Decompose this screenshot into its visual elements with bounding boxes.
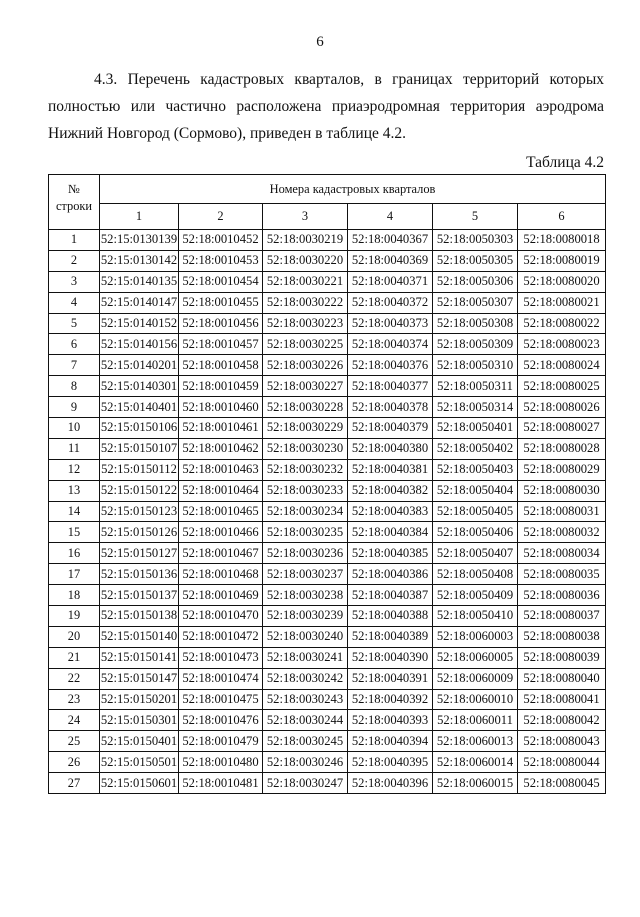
- cadastral-number-cell: 52:18:0010475: [179, 689, 263, 710]
- cadastral-number-cell: 52:18:0030234: [263, 501, 348, 522]
- cadastral-number-cell: 52:18:0010470: [179, 606, 263, 627]
- cadastral-number-cell: 52:18:0050408: [433, 564, 518, 585]
- cadastral-number-cell: 52:18:0080022: [518, 313, 606, 334]
- cadastral-number-cell: 52:18:0030233: [263, 480, 348, 501]
- cadastral-number-cell: 52:18:0080027: [518, 418, 606, 439]
- cadastral-number-cell: 52:18:0010458: [179, 355, 263, 376]
- cadastral-number-cell: 52:18:0040376: [348, 355, 433, 376]
- row-number: 21: [49, 647, 100, 668]
- cadastral-number-cell: 52:18:0050307: [433, 292, 518, 313]
- cadastral-number-cell: 52:18:0080041: [518, 689, 606, 710]
- cadastral-number-cell: 52:18:0050310: [433, 355, 518, 376]
- cadastral-number-cell: 52:18:0030221: [263, 271, 348, 292]
- cadastral-number-cell: 52:18:0010461: [179, 418, 263, 439]
- cadastral-number-cell: 52:18:0050409: [433, 585, 518, 606]
- cadastral-number-cell: 52:18:0050406: [433, 522, 518, 543]
- cadastral-number-cell: 52:18:0040387: [348, 585, 433, 606]
- cadastral-number-cell: 52:18:0050314: [433, 397, 518, 418]
- cadastral-number-cell: 52:18:0030235: [263, 522, 348, 543]
- cadastral-number-cell: 52:18:0010455: [179, 292, 263, 313]
- cadastral-number-cell: 52:18:0040392: [348, 689, 433, 710]
- cadastral-number-cell: 52:18:0040395: [348, 752, 433, 773]
- cadastral-number-cell: 52:18:0010466: [179, 522, 263, 543]
- cadastral-number-cell: 52:18:0010468: [179, 564, 263, 585]
- cadastral-number-cell: 52:18:0080025: [518, 376, 606, 397]
- cadastral-number-cell: 52:18:0040379: [348, 418, 433, 439]
- cadastral-number-cell: 52:18:0080020: [518, 271, 606, 292]
- table-row: [49, 731, 606, 752]
- row-number: 7: [49, 355, 100, 376]
- cadastral-number-cell: 52:18:0080028: [518, 438, 606, 459]
- header-column-numbers: [49, 204, 606, 230]
- cadastral-number-cell: 52:18:0050405: [433, 501, 518, 522]
- cadastral-number-cell: 52:15:0150401: [100, 731, 179, 752]
- cadastral-number-cell: 52:15:0150127: [100, 543, 179, 564]
- row-number: 26: [49, 752, 100, 773]
- row-number: 27: [49, 773, 100, 794]
- cadastral-number-cell: 52:18:0010472: [179, 626, 263, 647]
- cadastral-number-cell: 52:18:0080042: [518, 710, 606, 731]
- table-row: [49, 668, 606, 689]
- row-number: 19: [49, 606, 100, 627]
- table-row: [49, 292, 606, 313]
- row-number: 11: [49, 438, 100, 459]
- intro-paragraph: [48, 66, 604, 147]
- table-row: [49, 438, 606, 459]
- cadastral-number-cell: 52:18:0080043: [518, 731, 606, 752]
- cadastral-number-cell: 52:15:0150138: [100, 606, 179, 627]
- cadastral-number-cell: 52:18:0010476: [179, 710, 263, 731]
- table-row: [49, 626, 606, 647]
- cadastral-number-cell: 52:18:0010457: [179, 334, 263, 355]
- column-number-1: 1: [100, 204, 179, 230]
- row-number: 22: [49, 668, 100, 689]
- cadastral-number-cell: 52:18:0030241: [263, 647, 348, 668]
- row-number: 3: [49, 271, 100, 292]
- cadastral-number-cell: 52:18:0040393: [348, 710, 433, 731]
- cadastral-number-cell: 52:18:0080026: [518, 397, 606, 418]
- row-number: 2: [49, 250, 100, 271]
- cadastral-number-cell: 52:18:0030247: [263, 773, 348, 794]
- cadastral-number-cell: 52:18:0080044: [518, 752, 606, 773]
- cadastral-number-cell: 52:18:0030219: [263, 230, 348, 251]
- table-row: [49, 334, 606, 355]
- cadastral-number-cell: 52:15:0150140: [100, 626, 179, 647]
- cadastral-number-cell: 52:18:0010479: [179, 731, 263, 752]
- cadastral-number-cell: 52:18:0010453: [179, 250, 263, 271]
- cadastral-number-cell: 52:15:0150122: [100, 480, 179, 501]
- cadastral-number-cell: 52:15:0140156: [100, 334, 179, 355]
- cadastral-number-cell: 52:18:0050407: [433, 543, 518, 564]
- table-row: [49, 250, 606, 271]
- cadastral-number-cell: 52:15:0140301: [100, 376, 179, 397]
- cadastral-number-cell: 52:15:0150147: [100, 668, 179, 689]
- cadastral-number-cell: 52:18:0030222: [263, 292, 348, 313]
- table-row: [49, 397, 606, 418]
- cadastral-number-cell: 52:18:0010473: [179, 647, 263, 668]
- cadastral-number-cell: 52:15:0150136: [100, 564, 179, 585]
- table-row: [49, 564, 606, 585]
- cadastral-number-cell: 52:18:0010465: [179, 501, 263, 522]
- row-number: 20: [49, 626, 100, 647]
- column-number-6: 6: [518, 204, 606, 230]
- cadastral-number-cell: 52:18:0080036: [518, 585, 606, 606]
- cadastral-number-cell: 52:18:0010480: [179, 752, 263, 773]
- cadastral-number-cell: 52:18:0080021: [518, 292, 606, 313]
- cadastral-number-cell: 52:18:0010456: [179, 313, 263, 334]
- cadastral-number-cell: 52:18:0040390: [348, 647, 433, 668]
- cadastral-number-cell: 52:18:0060009: [433, 668, 518, 689]
- row-number: 5: [49, 313, 100, 334]
- cadastral-number-cell: 52:18:0040394: [348, 731, 433, 752]
- cadastral-number-cell: 52:18:0010463: [179, 459, 263, 480]
- cadastral-number-cell: 52:18:0030232: [263, 459, 348, 480]
- table-row: [49, 230, 606, 251]
- row-number: 10: [49, 418, 100, 439]
- cadastral-number-cell: 52:18:0010460: [179, 397, 263, 418]
- cadastral-quarters-table: [48, 174, 606, 794]
- cadastral-number-cell: 52:18:0080018: [518, 230, 606, 251]
- cadastral-number-cell: 52:18:0050309: [433, 334, 518, 355]
- cadastral-number-cell: 52:15:0150112: [100, 459, 179, 480]
- row-number: 25: [49, 731, 100, 752]
- cadastral-number-cell: 52:18:0030227: [263, 376, 348, 397]
- cadastral-number-cell: 52:18:0080034: [518, 543, 606, 564]
- table-row: [49, 376, 606, 397]
- cadastral-number-cell: 52:18:0030228: [263, 397, 348, 418]
- cadastral-number-cell: 52:18:0040385: [348, 543, 433, 564]
- cadastral-number-cell: 52:18:0030239: [263, 606, 348, 627]
- row-number: 8: [49, 376, 100, 397]
- cadastral-number-cell: 52:18:0040381: [348, 459, 433, 480]
- row-number: 13: [49, 480, 100, 501]
- cadastral-number-cell: 52:18:0010459: [179, 376, 263, 397]
- cadastral-number-cell: 52:18:0050306: [433, 271, 518, 292]
- table-row: [49, 522, 606, 543]
- cadastral-number-cell: 52:15:0150201: [100, 689, 179, 710]
- table-body: [49, 230, 606, 794]
- row-number: 9: [49, 397, 100, 418]
- table-row: [49, 501, 606, 522]
- cadastral-number-cell: 52:18:0080035: [518, 564, 606, 585]
- cadastral-number-cell: 52:18:0030242: [263, 668, 348, 689]
- cadastral-number-cell: 52:18:0080024: [518, 355, 606, 376]
- cadastral-number-cell: 52:18:0040369: [348, 250, 433, 271]
- cadastral-number-cell: 52:18:0030243: [263, 689, 348, 710]
- cadastral-number-cell: 52:15:0150301: [100, 710, 179, 731]
- cadastral-number-cell: 52:18:0080029: [518, 459, 606, 480]
- cadastral-number-cell: 52:18:0040384: [348, 522, 433, 543]
- cadastral-number-cell: 52:18:0050311: [433, 376, 518, 397]
- cadastral-number-cell: 52:18:0010469: [179, 585, 263, 606]
- header-row-number-symbol: № строки: [55, 182, 93, 213]
- cadastral-number-cell: 52:18:0040396: [348, 773, 433, 794]
- cadastral-number-cell: 52:18:0060015: [433, 773, 518, 794]
- table-row: [49, 543, 606, 564]
- cadastral-number-cell: 52:18:0030226: [263, 355, 348, 376]
- intro-line-3: Нижний Новгород (Сормово), приведен в таблице 4.2.: [48, 125, 406, 142]
- cadastral-number-cell: 52:18:0060010: [433, 689, 518, 710]
- column-number-5: 5: [433, 204, 518, 230]
- cadastral-number-cell: 52:15:0150601: [100, 773, 179, 794]
- row-number: 15: [49, 522, 100, 543]
- cadastral-number-cell: 52:18:0060011: [433, 710, 518, 731]
- cadastral-number-cell: 52:18:0080045: [518, 773, 606, 794]
- cadastral-number-cell: 52:18:0050305: [433, 250, 518, 271]
- cadastral-number-cell: 52:18:0040378: [348, 397, 433, 418]
- cadastral-number-cell: 52:18:0040383: [348, 501, 433, 522]
- page-number: 6: [316, 34, 324, 50]
- cadastral-number-cell: 52:18:0050308: [433, 313, 518, 334]
- cadastral-number-cell: 52:18:0080032: [518, 522, 606, 543]
- cadastral-number-cell: 52:18:0060013: [433, 731, 518, 752]
- row-number: 12: [49, 459, 100, 480]
- table-row: [49, 480, 606, 501]
- cadastral-number-cell: 52:15:0140401: [100, 397, 179, 418]
- cadastral-number-cell: 52:18:0060005: [433, 647, 518, 668]
- cadastral-number-cell: 52:18:0030245: [263, 731, 348, 752]
- cadastral-number-cell: 52:18:0030225: [263, 334, 348, 355]
- cadastral-number-cell: 52:15:0150137: [100, 585, 179, 606]
- cadastral-number-cell: 52:15:0150106: [100, 418, 179, 439]
- table-row: [49, 585, 606, 606]
- header-cadastral-numbers: Номера кадастровых кварталов: [100, 175, 606, 204]
- cadastral-number-cell: 52:18:0080031: [518, 501, 606, 522]
- cadastral-number-cell: 52:18:0030223: [263, 313, 348, 334]
- column-number-4: 4: [348, 204, 433, 230]
- cadastral-number-cell: 52:18:0030237: [263, 564, 348, 585]
- row-number: 16: [49, 543, 100, 564]
- cadastral-number-cell: 52:18:0030230: [263, 438, 348, 459]
- cadastral-number-cell: 52:18:0030240: [263, 626, 348, 647]
- cadastral-number-cell: 52:18:0080023: [518, 334, 606, 355]
- cadastral-number-cell: 52:18:0040373: [348, 313, 433, 334]
- cadastral-number-cell: 52:18:0060014: [433, 752, 518, 773]
- cadastral-number-cell: 52:18:0040391: [348, 668, 433, 689]
- cadastral-number-cell: 52:18:0050402: [433, 438, 518, 459]
- cadastral-number-cell: 52:15:0140147: [100, 292, 179, 313]
- cadastral-number-cell: 52:18:0010454: [179, 271, 263, 292]
- cadastral-number-cell: 52:18:0030220: [263, 250, 348, 271]
- cadastral-number-cell: 52:18:0010474: [179, 668, 263, 689]
- cadastral-number-cell: 52:18:0080039: [518, 647, 606, 668]
- cadastral-number-cell: 52:15:0150141: [100, 647, 179, 668]
- cadastral-number-cell: 52:18:0030236: [263, 543, 348, 564]
- cadastral-number-cell: 52:18:0040386: [348, 564, 433, 585]
- cadastral-number-cell: 52:18:0060003: [433, 626, 518, 647]
- cadastral-number-cell: 52:18:0010464: [179, 480, 263, 501]
- cadastral-number-cell: 52:18:0080038: [518, 626, 606, 647]
- row-number: 18: [49, 585, 100, 606]
- cadastral-number-cell: 52:18:0030229: [263, 418, 348, 439]
- table-row: [49, 647, 606, 668]
- cadastral-number-cell: 52:18:0040377: [348, 376, 433, 397]
- row-number: 23: [49, 689, 100, 710]
- cadastral-number-cell: 52:18:0040367: [348, 230, 433, 251]
- table-row: [49, 313, 606, 334]
- cadastral-number-cell: 52:15:0140201: [100, 355, 179, 376]
- cadastral-number-cell: 52:18:0040389: [348, 626, 433, 647]
- cadastral-number-cell: 52:15:0150501: [100, 752, 179, 773]
- cadastral-number-cell: 52:15:0150123: [100, 501, 179, 522]
- column-number-2: 2: [179, 204, 263, 230]
- cadastral-number-cell: 52:18:0080037: [518, 606, 606, 627]
- table-row: [49, 689, 606, 710]
- row-number: 14: [49, 501, 100, 522]
- intro-line-1: 4.3. Перечень кадастровых кварталов, в границах территорий которых: [94, 71, 604, 88]
- table-row: [49, 355, 606, 376]
- cadastral-number-cell: 52:18:0030244: [263, 710, 348, 731]
- cadastral-number-cell: 52:18:0040388: [348, 606, 433, 627]
- cadastral-number-cell: 52:18:0050410: [433, 606, 518, 627]
- cadastral-number-cell: 52:18:0030238: [263, 585, 348, 606]
- cadastral-number-cell: 52:18:0080030: [518, 480, 606, 501]
- cadastral-number-cell: 52:18:0080019: [518, 250, 606, 271]
- cadastral-number-cell: 52:18:0040371: [348, 271, 433, 292]
- cadastral-number-cell: 52:18:0030246: [263, 752, 348, 773]
- table-row: [49, 418, 606, 439]
- cadastral-number-cell: 52:15:0150107: [100, 438, 179, 459]
- cadastral-number-cell: 52:18:0010462: [179, 438, 263, 459]
- cadastral-number-cell: 52:18:0040382: [348, 480, 433, 501]
- row-number: 4: [49, 292, 100, 313]
- table-row: [49, 271, 606, 292]
- cadastral-number-cell: 52:15:0140152: [100, 313, 179, 334]
- table-caption: Таблица 4.2: [526, 154, 604, 171]
- header-row-number: [49, 175, 100, 230]
- cadastral-number-cell: 52:18:0010481: [179, 773, 263, 794]
- row-number: 24: [49, 710, 100, 731]
- row-number: 6: [49, 334, 100, 355]
- cadastral-number-cell: 52:18:0040374: [348, 334, 433, 355]
- cadastral-number-cell: 52:15:0150126: [100, 522, 179, 543]
- cadastral-number-cell: 52:15:0130142: [100, 250, 179, 271]
- cadastral-number-cell: 52:18:0080040: [518, 668, 606, 689]
- cadastral-number-cell: 52:18:0050403: [433, 459, 518, 480]
- cadastral-number-cell: 52:18:0010467: [179, 543, 263, 564]
- row-number: 17: [49, 564, 100, 585]
- cadastral-number-cell: 52:18:0040372: [348, 292, 433, 313]
- table-row: [49, 459, 606, 480]
- table-row: [49, 710, 606, 731]
- intro-line-2: полностью или частично расположена приаэродромная территория аэродрома: [48, 98, 604, 115]
- cadastral-number-cell: 52:15:0140135: [100, 271, 179, 292]
- table-row: [49, 773, 606, 794]
- cadastral-number-cell: 52:18:0010452: [179, 230, 263, 251]
- cadastral-number-cell: 52:18:0040380: [348, 438, 433, 459]
- cadastral-number-cell: 52:18:0050404: [433, 480, 518, 501]
- cadastral-number-cell: 52:15:0130139: [100, 230, 179, 251]
- row-number: 1: [49, 230, 100, 251]
- cadastral-number-cell: 52:18:0050303: [433, 230, 518, 251]
- cadastral-number-cell: 52:18:0050401: [433, 418, 518, 439]
- table-row: [49, 606, 606, 627]
- column-number-3: 3: [263, 204, 348, 230]
- table-row: [49, 752, 606, 773]
